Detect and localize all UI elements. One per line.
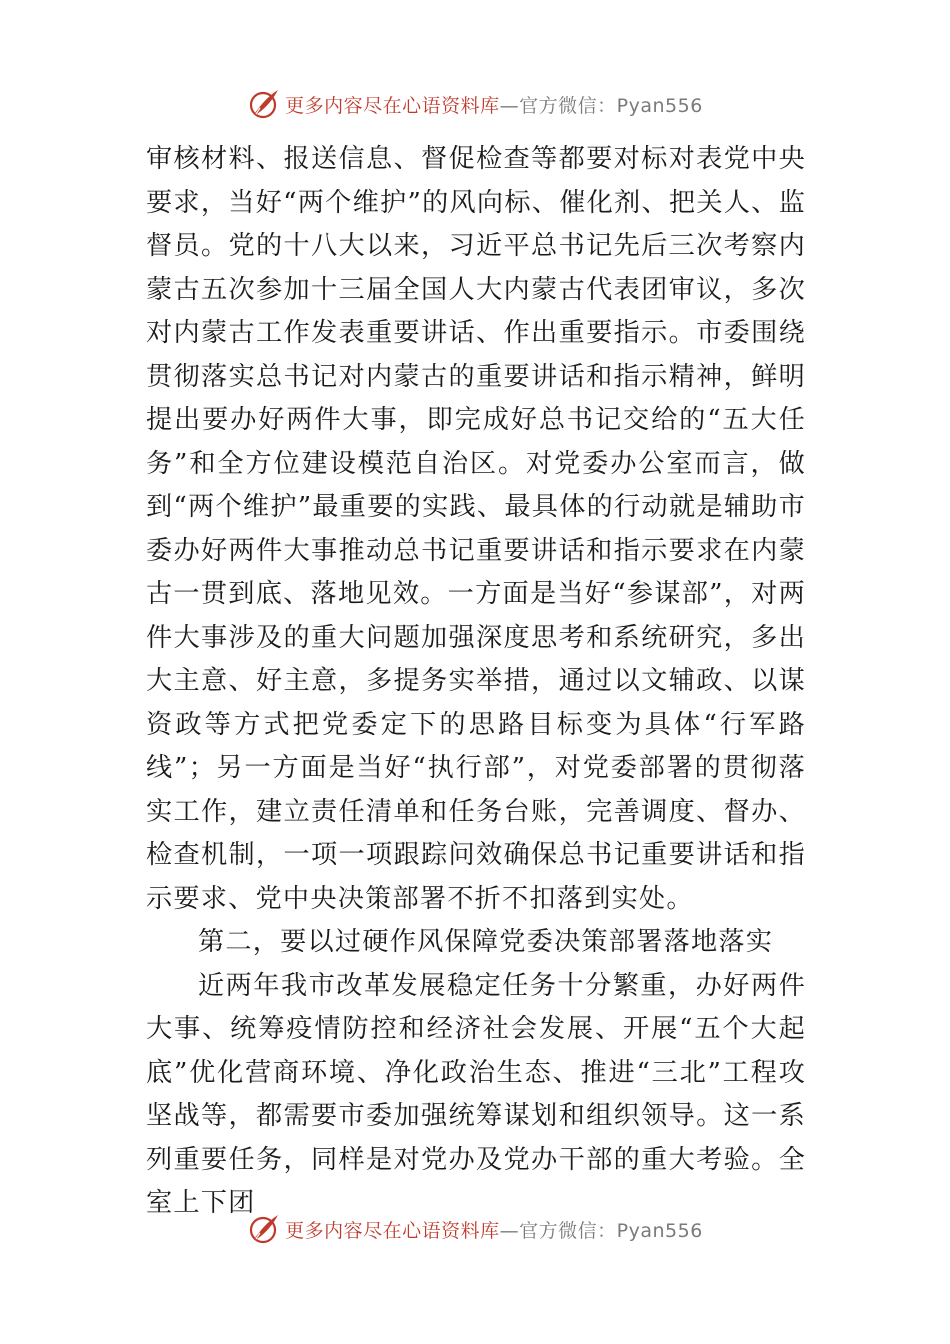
section-heading: 第二，要以过硬作风保障党委决策部署落地落实: [198, 927, 774, 957]
paragraph-1: 审核材料、报送信息、督促检查等都要对标对表党中央要求，当好“两个维护”的风向标、催化剂、把关人、监督员。党的十八大以来，习近平总书记先后三次考察内蒙古五次参加十三届全国人大内蒙古代表团审议，多次对内蒙古工作发表重要讲话、作出重要指示。市委围绕贯彻落实总书记对内蒙古的重要讲话和指示精神，鲜明提出要办好两件大事，即完成好总书记交给的“五大任务”和全方位建设模范自治区。对党委办公室而言，做到“两个维护”最重要的实践、最具体的行动就是辅助市委办好两件大事推动总书记重要讲话和指示要求在内蒙古一贯到底、落地见效。一方面是当好“参谋部”，对两件大事涉及的重大问题加强深度思考和系统研究，多出大主意、好主意，多提务实举措，通过以文辅政、以谋资政等方式把党委定下的思路目标变为具体“行军路线”；另一方面是当好“执行部”，对党委部署的贯彻落实工作，建立责任清单和任务台账，完善调度、督办、检查机制，一项一项跟踪问效确保总书记重要讲话和指示要求、党中央决策部署不折不扣落到实处。: [146, 144, 806, 914]
header-watermark-banner: [0, 84, 950, 124]
quill-logo-icon: [247, 87, 281, 121]
banner-wechat-id: —官方微信：Pyan556: [499, 1219, 703, 1242]
banner-wechat-id: —官方微信：Pyan556: [499, 94, 703, 117]
quill-logo-icon: [247, 1212, 281, 1246]
banner-title: 更多内容尽在心语资料库: [285, 94, 500, 117]
footer-watermark-banner: [0, 1209, 950, 1249]
banner-title: 更多内容尽在心语资料库: [285, 1219, 500, 1242]
paragraph-2: 近两年我市改革发展稳定任务十分繁重，办好两件大事、统筹疫情防控和经济社会发展、开展“五个大起底”优化营商环境、净化政治生态、推进“三北”工程攻坚战等，都需要市委加强统筹谋划和组织领导。这一系列重要任务，同样是对党办及党办干部的重大考验。全室上下团: [146, 970, 806, 1218]
document-body: [146, 138, 806, 1226]
